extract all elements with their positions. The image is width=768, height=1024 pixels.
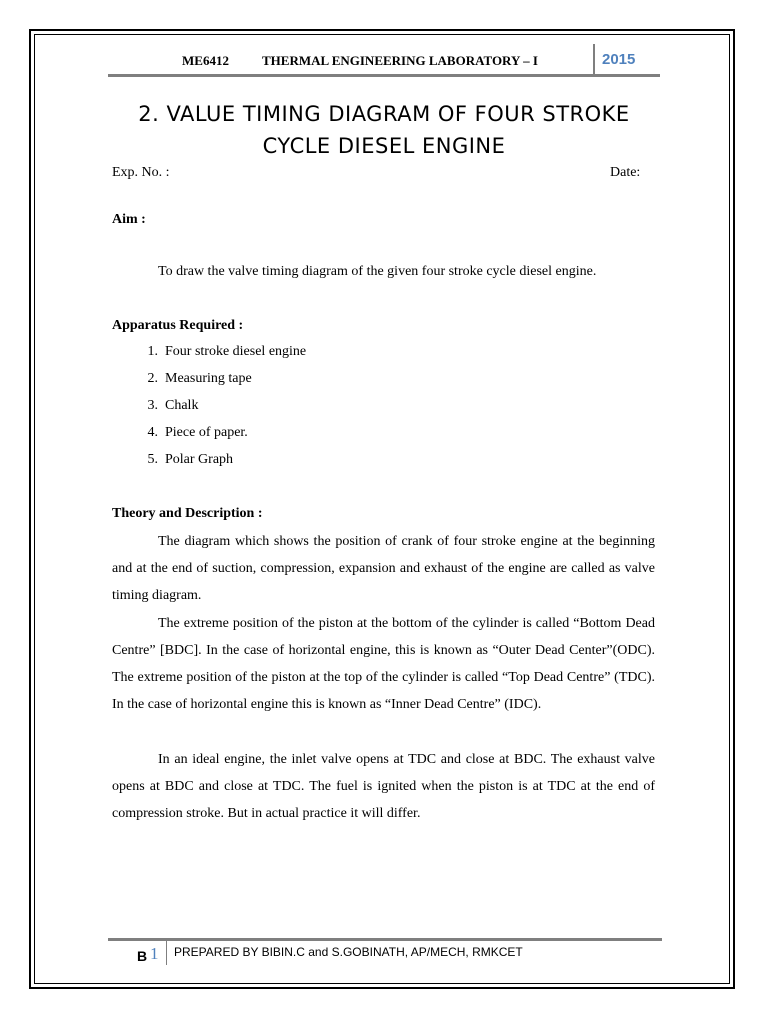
page-number: 1 xyxy=(150,944,159,963)
document-title xyxy=(108,98,660,162)
aim-heading: Aim : xyxy=(112,212,146,227)
list-item xyxy=(112,424,306,451)
apparatus-list xyxy=(112,343,306,478)
exp-no-label: Exp. No. : xyxy=(112,165,170,180)
paragraph-text: The diagram which shows the position of crank of four stroke engine at the beginning and at the end of suction, compression, expansion and exhaust of the engine are called as valve timing diagram. xyxy=(112,534,655,603)
footer-section-letter: B xyxy=(137,948,148,964)
footer-credit: PREPARED BY BIBIN.C and S.GOBINATH, AP/MECH, RMKCET xyxy=(174,945,523,959)
title-line-1: 2. VALUE TIMING DIAGRAM OF FOUR STROKE xyxy=(138,102,630,126)
header-year: 2015 xyxy=(602,51,636,68)
list-number: 2. xyxy=(147,371,158,386)
page-footer xyxy=(108,936,662,966)
theory-heading: Theory and Description : xyxy=(112,506,263,521)
paragraph-text: In an ideal engine, the inlet valve opens at TDC and close at BDC. The exhaust valve opens at BDC and close at TDC. The fuel is ignited when the piston is at TDC at the end of compression stroke. But in actual practice it will differ. xyxy=(112,752,655,821)
list-number: 3. xyxy=(147,398,158,413)
theory-paragraph-3 xyxy=(112,746,655,827)
header-divider xyxy=(593,44,595,76)
list-number: 4. xyxy=(147,425,158,440)
page-header xyxy=(108,44,660,78)
date-label: Date: xyxy=(610,165,641,180)
footer-rule xyxy=(108,938,662,941)
paragraph-text: The extreme position of the piston at the bottom of the cylinder is called “Bottom Dead Centre” [BDC]. In the case of horizontal engine, this is known as “Outer Dead Center”(ODC). The extreme position of the piston at the top of the cylinder is called “Top Dead Centre” (TDC). In the case of horizontal engine this is known as “Inner Dead Centre” (IDC). xyxy=(112,616,655,712)
course-title: THERMAL ENGINEERING LABORATORY – I xyxy=(262,53,538,68)
header-rule xyxy=(108,74,660,77)
theory-paragraph-2 xyxy=(112,610,655,718)
list-text: Measuring tape xyxy=(165,371,252,386)
list-item xyxy=(112,370,306,397)
list-text: Piece of paper. xyxy=(165,425,248,440)
theory-paragraph-1 xyxy=(112,528,655,609)
list-item xyxy=(112,343,306,370)
aim-text: To draw the valve timing diagram of the given four stroke cycle diesel engine. xyxy=(158,264,597,279)
title-line-2: CYCLE DIESEL ENGINE xyxy=(262,134,506,158)
list-text: Polar Graph xyxy=(165,452,234,467)
course-code: ME6412 xyxy=(182,53,229,68)
list-item xyxy=(112,397,306,424)
footer-divider xyxy=(166,941,167,965)
list-item xyxy=(112,451,306,478)
list-number: 1. xyxy=(147,344,158,359)
list-number: 5. xyxy=(147,452,158,467)
list-text: Chalk xyxy=(165,398,199,413)
list-text: Four stroke diesel engine xyxy=(165,344,307,359)
apparatus-heading: Apparatus Required : xyxy=(112,318,244,333)
